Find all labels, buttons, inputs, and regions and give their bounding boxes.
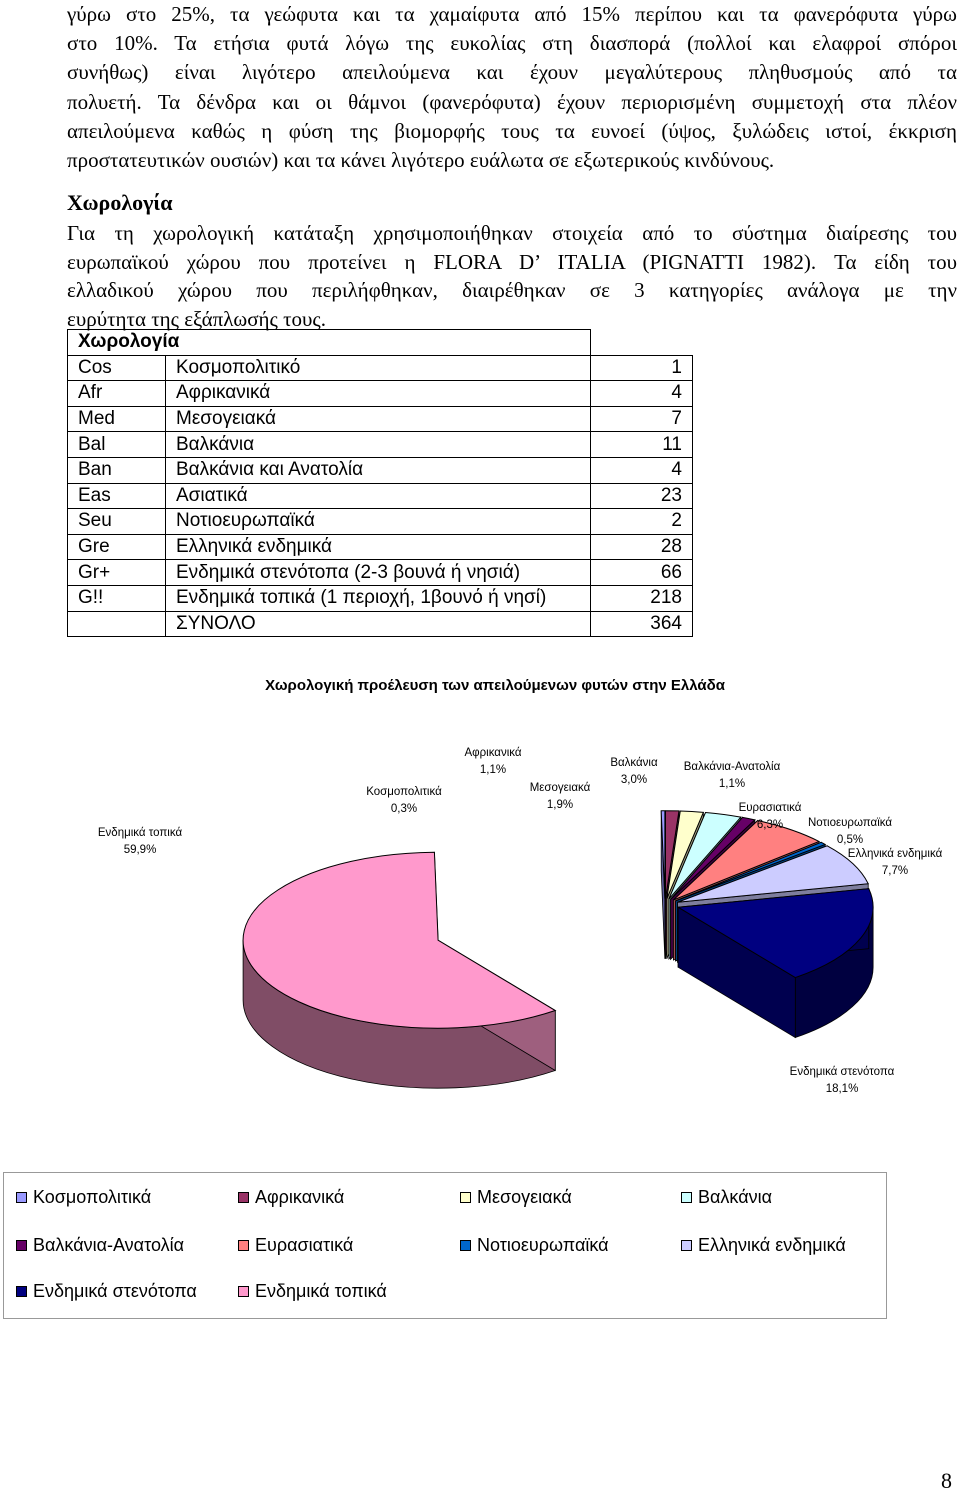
pie-label-value: 18,1% [825, 1083, 859, 1095]
legend-swatch [681, 1192, 692, 1203]
pie-label-value: 0,3% [390, 803, 418, 815]
intro-paragraph [67, 0, 957, 175]
chorology-heading: Χωρολογία [67, 190, 173, 215]
pie-label-value: 0,5% [836, 834, 864, 846]
page-number: 8 [941, 1468, 952, 1493]
row-count: 66 [591, 560, 693, 586]
pie-label-name: Μεσογειακά [529, 782, 591, 794]
chorology-paragraph [67, 219, 957, 333]
legend-swatch [460, 1240, 471, 1251]
row-code: Bal [68, 432, 166, 458]
legend-label: Αφρικανικά [255, 1187, 345, 1207]
pie-label-name: Ενδημικά τοπικά [97, 827, 183, 839]
legend-label: Ελληνικά ενδημικά [698, 1235, 846, 1255]
legend-swatch [238, 1192, 249, 1203]
row-count: 4 [591, 381, 693, 407]
table-row [68, 406, 693, 432]
row-code: Med [68, 406, 166, 432]
pie-label-name: Ευρασιατικά [738, 802, 802, 814]
row-code: Cos [68, 355, 166, 381]
legend-label: Μεσογειακά [477, 1187, 572, 1207]
row-name: Ενδημικά τοπικά (1 περιοχή, 1βουνό ή νησί) [166, 585, 591, 611]
pie-label-name: Βαλκάνια-Ανατολία [683, 761, 781, 773]
pie-label-value: 1,9% [546, 799, 574, 811]
pie-label-name: Βαλκάνια [610, 757, 658, 769]
legend-item [681, 1187, 772, 1208]
legend-swatch [16, 1240, 27, 1251]
table-row [68, 534, 693, 560]
row-name: Μεσογειακά [166, 406, 591, 432]
legend-item [16, 1187, 151, 1208]
pie-label [795, 815, 905, 849]
table-header-cell: Χωρολογία [68, 330, 591, 356]
row-name: Βαλκάνια [166, 432, 591, 458]
pie-label-value: 3,0% [620, 774, 648, 786]
row-name: Βαλκάνια και Ανατολία [166, 457, 591, 483]
pie-label [780, 1064, 904, 1098]
intro-line-5: απειλούμενα καθώς η φύση της βιομορφής τους τα ευνοεί (ύψος, ξυλώδεις ιστοί, έκκριση [67, 118, 957, 143]
pie-label-name: Ελληνικά ενδημικά [847, 848, 943, 860]
legend-item [238, 1187, 344, 1208]
table-header-blank [591, 330, 693, 356]
legend-label: Νοτιοευρωπαϊκά [477, 1235, 609, 1255]
legend-label: Ενδημικά στενότοπα [33, 1281, 197, 1301]
pie-label-value: 7,7% [881, 865, 909, 877]
table-row [68, 483, 693, 509]
row-code: Eas [68, 483, 166, 509]
row-code: Ban [68, 457, 166, 483]
chorology-line-1: Για τη χωρολογική κατάταξη χρησιμοποιήθηκαν στοιχεία από το σύστημα διαίρεσης του [67, 221, 957, 245]
pie-label-name: Ενδημικά στενότοπα [789, 1066, 895, 1078]
chorology-line-4: ευρύτητα της εξάπλωσής τους. [67, 306, 326, 331]
row-name: Αφρικανικά [166, 381, 591, 407]
legend-swatch [16, 1192, 27, 1203]
row-count: 4 [591, 457, 693, 483]
row-name: Ελληνικά ενδημικά [166, 534, 591, 560]
intro-line-1: γύρω στο 25%, τα γεώφυτα και τα χαμαίφυτα από 15% περίπου και τα φανερόφυτα γύρω [67, 2, 957, 26]
pie-label-name: Κοσμοπολιτικά [366, 786, 442, 798]
row-code: Afr [68, 381, 166, 407]
legend-item [238, 1281, 387, 1302]
legend-swatch [460, 1192, 471, 1203]
table-header-row [68, 330, 693, 356]
row-count: 2 [591, 509, 693, 535]
legend-item [460, 1235, 609, 1256]
legend-label: Κοσμοπολιτικά [33, 1187, 152, 1207]
legend-item [460, 1187, 572, 1208]
intro-line-3: συνήθως) είναι λιγότερο απειλούμενα και έχουν μεγαλύτερους πληθυσμούς από τα [67, 60, 957, 85]
intro-line-6: προστατευτικών ουσιών) και τα κάνει λιγότερο ευάλωτα σε εξωτερικούς κινδύνους. [67, 148, 775, 173]
legend-item [681, 1235, 846, 1256]
row-code: G!! [68, 585, 166, 611]
table-row [68, 355, 693, 381]
row-code: Gre [68, 534, 166, 560]
row-count: 11 [591, 432, 693, 458]
legend-item [16, 1281, 197, 1302]
row-count: 23 [591, 483, 693, 509]
chorology-line-2: ευρωπαϊκού χώρου που προτείνει η FLORA D’ ITALIA (PIGNATTI 1982). Τα είδη του [67, 249, 957, 274]
total-blank [68, 611, 166, 637]
table-row [68, 585, 693, 611]
pie-label-value: 59,9% [123, 844, 157, 856]
pie-label [672, 759, 792, 793]
pie-label [445, 745, 541, 779]
row-code: Gr+ [68, 560, 166, 586]
legend-swatch [238, 1286, 249, 1297]
row-code: Seu [68, 509, 166, 535]
table-row [68, 509, 693, 535]
pie-label-value: 6,3% [756, 819, 784, 831]
table-row [68, 560, 693, 586]
legend-label: Βαλκάνια-Ανατολία [33, 1235, 185, 1255]
pie-label-value: 1,1% [479, 764, 507, 776]
pie-label-name: Νοτιοευρωπαϊκά [807, 817, 893, 829]
row-name: Ενδημικά στενότοπα (2-3 βουνά ή νησιά) [166, 560, 591, 586]
chorology-line-3: ελλαδικού χώρου που περιλήφθηκαν, διαιρέθηκαν σε 3 κατηγορίες ανάλογα με την [67, 278, 957, 302]
table-row [68, 432, 693, 458]
legend-swatch [681, 1240, 692, 1251]
legend-item [238, 1235, 353, 1256]
pie-label [590, 755, 678, 789]
pie-label [80, 825, 200, 859]
legend-swatch [238, 1240, 249, 1251]
pie-label [345, 784, 463, 818]
row-count: 28 [591, 534, 693, 560]
legend-item [16, 1235, 184, 1256]
legend-label: Βαλκάνια [698, 1187, 773, 1207]
total-value: 364 [591, 611, 693, 637]
chart-title: Χωρολογική προέλευση των απειλούμενων φυτών στην Ελλάδα [265, 677, 725, 694]
chorology-table [67, 329, 693, 637]
total-label: ΣΥΝΟΛΟ [166, 611, 591, 637]
row-count: 7 [591, 406, 693, 432]
legend-swatch [16, 1286, 27, 1297]
legend-label: Ενδημικά τοπικά [255, 1281, 387, 1301]
pie-label-value: 1,1% [718, 778, 746, 790]
row-name: Ασιατικά [166, 483, 591, 509]
chart-legend [3, 1172, 887, 1319]
intro-line-2: στο 10%. Τα ετήσια φυτά λόγω της ευκολίας στη διασπορά (πολλοί και ελαφροί σπόροι [67, 31, 957, 56]
row-count: 1 [591, 355, 693, 381]
pie-label-name: Αφρικανικά [464, 747, 522, 759]
intro-line-4: πολυετή. Τα δένδρα και οι θάμνοι (φανερόφυτα) έχουν περιορισμένη συμμετοχή στα πλέον [67, 89, 957, 114]
pie-label [838, 846, 952, 880]
table-total-row [68, 611, 693, 637]
row-name: Κοσμοπολιτικό [166, 355, 591, 381]
row-count: 218 [591, 585, 693, 611]
legend-label: Ευρασιατικά [255, 1235, 354, 1255]
table-row [68, 457, 693, 483]
table-row [68, 381, 693, 407]
row-name: Νοτιοευρωπαϊκά [166, 509, 591, 535]
